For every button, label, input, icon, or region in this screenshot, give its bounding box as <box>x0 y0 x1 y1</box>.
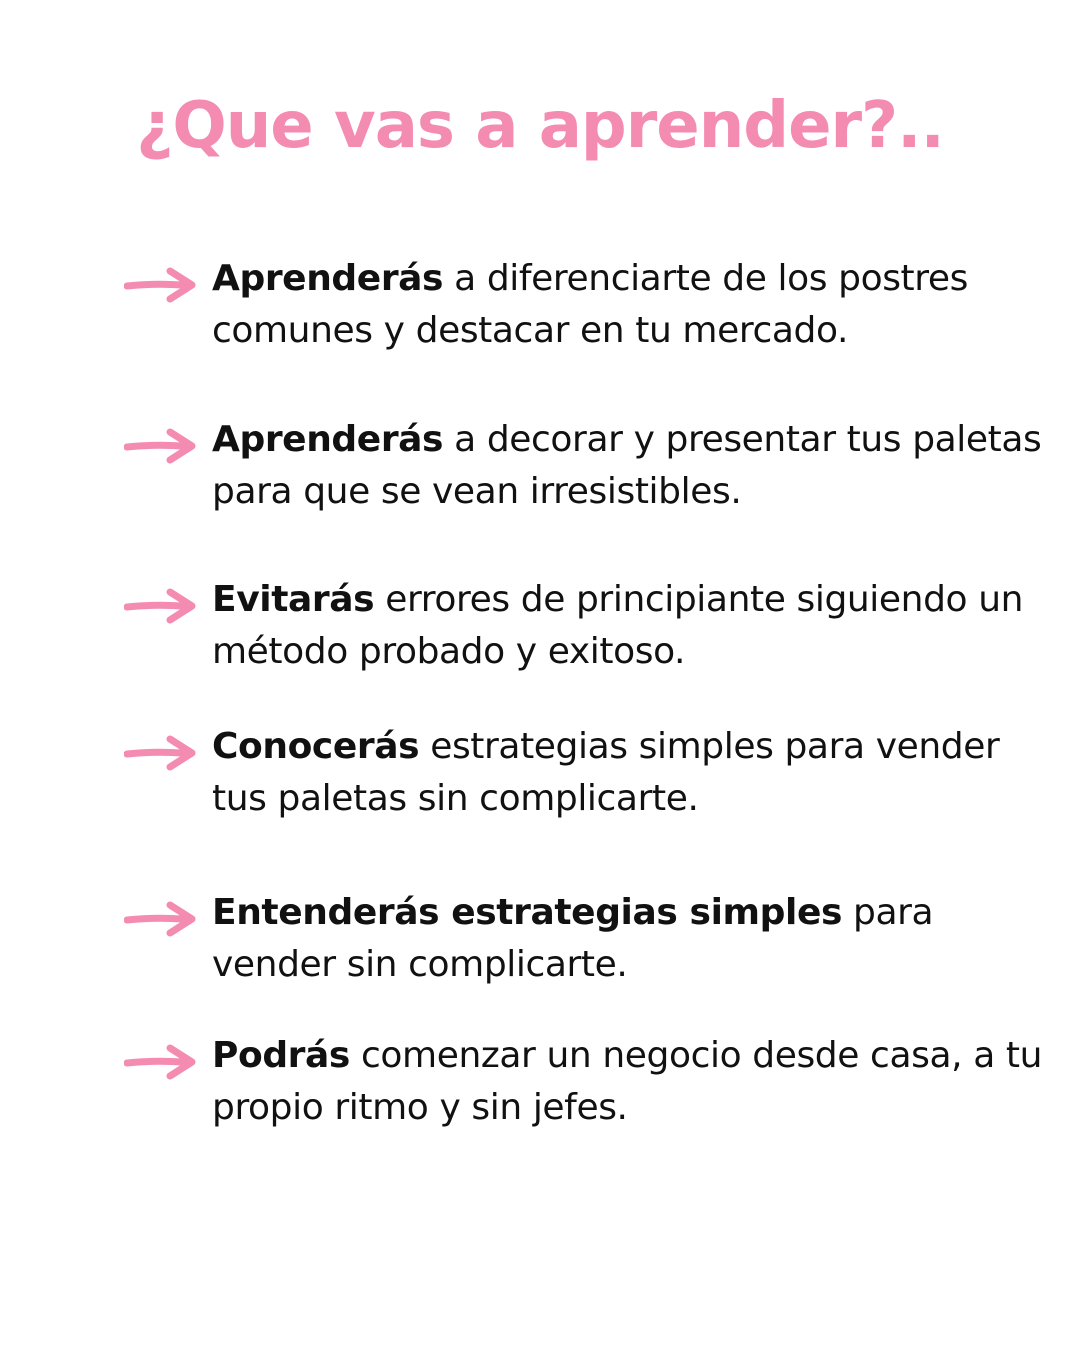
list-item <box>120 721 1060 831</box>
list-item-bold: Conocerás <box>212 726 420 767</box>
arrow-right-icon <box>124 586 196 626</box>
list-item-text <box>212 253 1048 357</box>
list-item-text <box>212 887 1048 991</box>
list-item <box>120 253 1060 363</box>
list-item-text <box>212 1030 1048 1134</box>
arrow-right-icon <box>124 265 196 305</box>
list-item <box>120 1030 1060 1140</box>
list-item <box>120 887 1060 997</box>
list-item-bold: Evitarás <box>212 579 375 620</box>
list-item-rest: comenzar un negocio desde casa, a tu propio ritmo y sin jefes. <box>212 1035 1043 1128</box>
list-item-bold: Aprenderás <box>212 419 444 460</box>
arrow-right-icon <box>124 426 196 466</box>
list-item-bold: Aprenderás <box>212 258 444 299</box>
list-item-bold: Entenderás estrategias simples <box>212 892 842 933</box>
arrow-right-icon <box>124 899 196 939</box>
list-item-rest: errores de principiante siguiendo un método probado y exitoso. <box>212 579 1024 672</box>
list-item-text <box>212 721 1048 825</box>
page-title: ¿Que vas a aprender?.. <box>136 89 944 163</box>
list-item <box>120 574 1060 684</box>
list-item-rest: a decorar y presentar tus paletas para que se vean irresistibles. <box>212 419 1042 512</box>
list-item-rest: para vender sin complicarte. <box>212 892 934 985</box>
arrow-right-icon <box>124 1042 196 1082</box>
list-item-text <box>212 414 1048 518</box>
list-item <box>120 414 1060 524</box>
list-item-rest: a diferenciarte de los postres comunes y destacar en tu mercado. <box>212 258 968 351</box>
list-item-text <box>212 574 1048 678</box>
arrow-right-icon <box>124 733 196 773</box>
list-item-bold: Podrás <box>212 1035 350 1076</box>
list-item-rest: estrategias simples para vender tus paletas sin complicarte. <box>212 726 1000 819</box>
